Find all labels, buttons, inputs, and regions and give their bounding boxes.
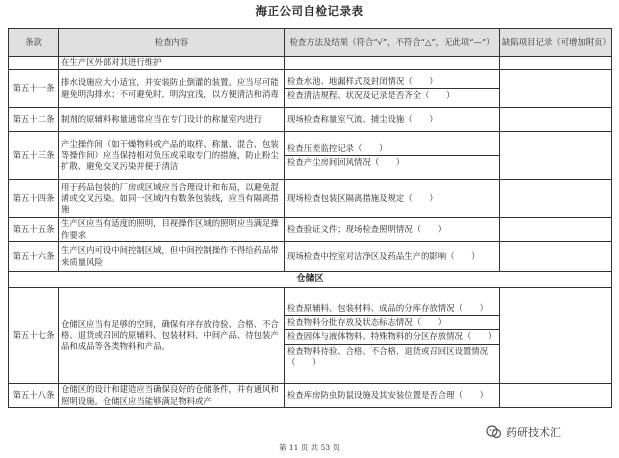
table-row <box>9 108 612 132</box>
table-row <box>9 132 612 180</box>
document-title: 海正公司自检记录表 <box>255 4 364 18</box>
content-cell: 生产区内可设中间控制区域，但中间控制操作不得给药品带来质量风险 <box>59 242 285 272</box>
method-item: 现场检查包装区隔离措施及规定（ ） <box>287 192 438 203</box>
table-row <box>9 70 612 108</box>
section-row <box>9 272 612 288</box>
clause-cell: 第五十八条 <box>9 384 59 408</box>
clause-cell: 第五十五条 <box>9 218 59 242</box>
defect-cell[interactable] <box>500 288 612 384</box>
method-item: 检查清洁规程、状况及记录是否齐全（ ） <box>285 88 499 102</box>
watermark <box>486 420 614 444</box>
table-header-row <box>9 29 612 57</box>
watermark-text: 药研技术汇 <box>506 426 561 439</box>
table-row <box>9 180 612 218</box>
method-item: 现场检查中控室对洁净区及药品生产的影响（ ） <box>287 250 480 261</box>
method-item: 检查产尘房间回风情况（ ） <box>285 155 499 169</box>
wechat-icon <box>486 424 502 440</box>
method-item: 检查固体与液体物料、特殊物料的分区存放情况（ ） <box>285 329 499 343</box>
production-area-rows <box>9 57 612 272</box>
content-cell: 仓储区应当有足够的空间，确保有序存放待验、合格、不合格、退货或召回的原辅料、包装材料、中间产品、待包装产品和成品等各类物料和产品。 <box>59 288 285 384</box>
method-cell <box>285 180 500 218</box>
clause-cell: 第五十七条 <box>9 288 59 384</box>
clause-cell: 第五十二条 <box>9 108 59 132</box>
defect-cell[interactable] <box>500 57 612 70</box>
defect-cell[interactable] <box>500 70 612 108</box>
content-cell: 产尘操作间（如干燥物料或产品的取样、称量、混合、包装等操作间）应当保持相对负压或采取专门的措施，防止粉尘扩散、避免交叉污染并便于清洁 <box>59 132 285 180</box>
content-cell: 排水设施应大小适宜，并安装防止倒灌的装置。应当尽可能避免明沟排水；不可避免时，明沟宜浅，以方便清洁和消毒 <box>59 70 285 108</box>
method-cell <box>285 242 500 272</box>
content-cell: 生产区应当有适度的照明，目视操作区域的照明应当满足操作要求 <box>59 218 285 242</box>
header-defect: 缺陷项目记录（可增加附页） <box>500 29 612 57</box>
content-cell: 在生产区外部对其进行维护 <box>59 57 285 70</box>
defect-cell[interactable] <box>500 218 612 242</box>
method-item: 检查物料分批存放及状态标志情况（ ） <box>285 315 499 329</box>
method-item: 检查原辅料、包装材料、成品的分库存放情况（ ） <box>287 302 488 313</box>
method-cell <box>285 384 500 408</box>
defect-cell[interactable] <box>500 108 612 132</box>
table-row <box>9 57 612 70</box>
self-inspection-table <box>8 28 612 408</box>
storage-area-rows <box>9 288 612 408</box>
defect-cell[interactable] <box>500 180 612 218</box>
clause-cell <box>9 57 59 70</box>
method-item: 现场检查称量室气流、捕尘设施（ ） <box>287 113 438 124</box>
clause-cell: 第五十一条 <box>9 70 59 108</box>
clause-cell: 第五十六条 <box>9 242 59 272</box>
clause-cell: 第五十三条 <box>9 132 59 180</box>
method-cell <box>285 108 500 132</box>
method-item: 检查压差监控记录（ ） <box>287 142 388 153</box>
table-row <box>9 288 612 384</box>
method-cell <box>285 218 500 242</box>
content-cell: 用于药品包装的厂房或区域应当合理设计和布局，以避免混淆或交叉污染。如同一区域内有数条包装线，应当有隔离措施 <box>59 180 285 218</box>
method-item <box>287 62 497 64</box>
content-cell: 制剂的原辅料称量通常应当在专门设计的称量室内进行 <box>59 108 285 132</box>
header-content: 检查内容 <box>59 29 285 57</box>
method-cell <box>285 70 500 108</box>
content-cell: 仓储区的设计和建造应当确保良好的仓储条件，并有通风和照明设施。仓储区应当能够满足物料或产 <box>59 384 285 408</box>
method-item: 检查物料待验、合格、不合格、退货或召回区设置情况（ ） <box>285 344 499 369</box>
table-row <box>9 218 612 242</box>
page-footer: 第 11 页 共 53 页 <box>278 443 340 452</box>
table-row <box>9 242 612 272</box>
clause-cell: 第五十四条 <box>9 180 59 218</box>
method-cell <box>285 288 500 384</box>
method-item: 检查库房防虫防鼠设施及其安装位置是否合理（ ） <box>287 389 488 400</box>
header-clause: 条款 <box>9 29 59 57</box>
method-cell <box>285 132 500 180</box>
defect-cell[interactable] <box>500 242 612 272</box>
method-item: 检查水池、地漏样式及封闭情况（ ） <box>287 75 438 86</box>
table-row <box>9 384 612 408</box>
defect-cell[interactable] <box>500 384 612 408</box>
section-label: 仓储区 <box>9 272 612 288</box>
defect-cell[interactable] <box>500 132 612 180</box>
header-method: 检查方法及结果（符合“√”，不符合“△”，无此项“—”） <box>285 29 500 57</box>
method-item: 检查验证文件；现场检查照明情况（ ） <box>287 223 447 234</box>
method-cell <box>285 57 500 70</box>
